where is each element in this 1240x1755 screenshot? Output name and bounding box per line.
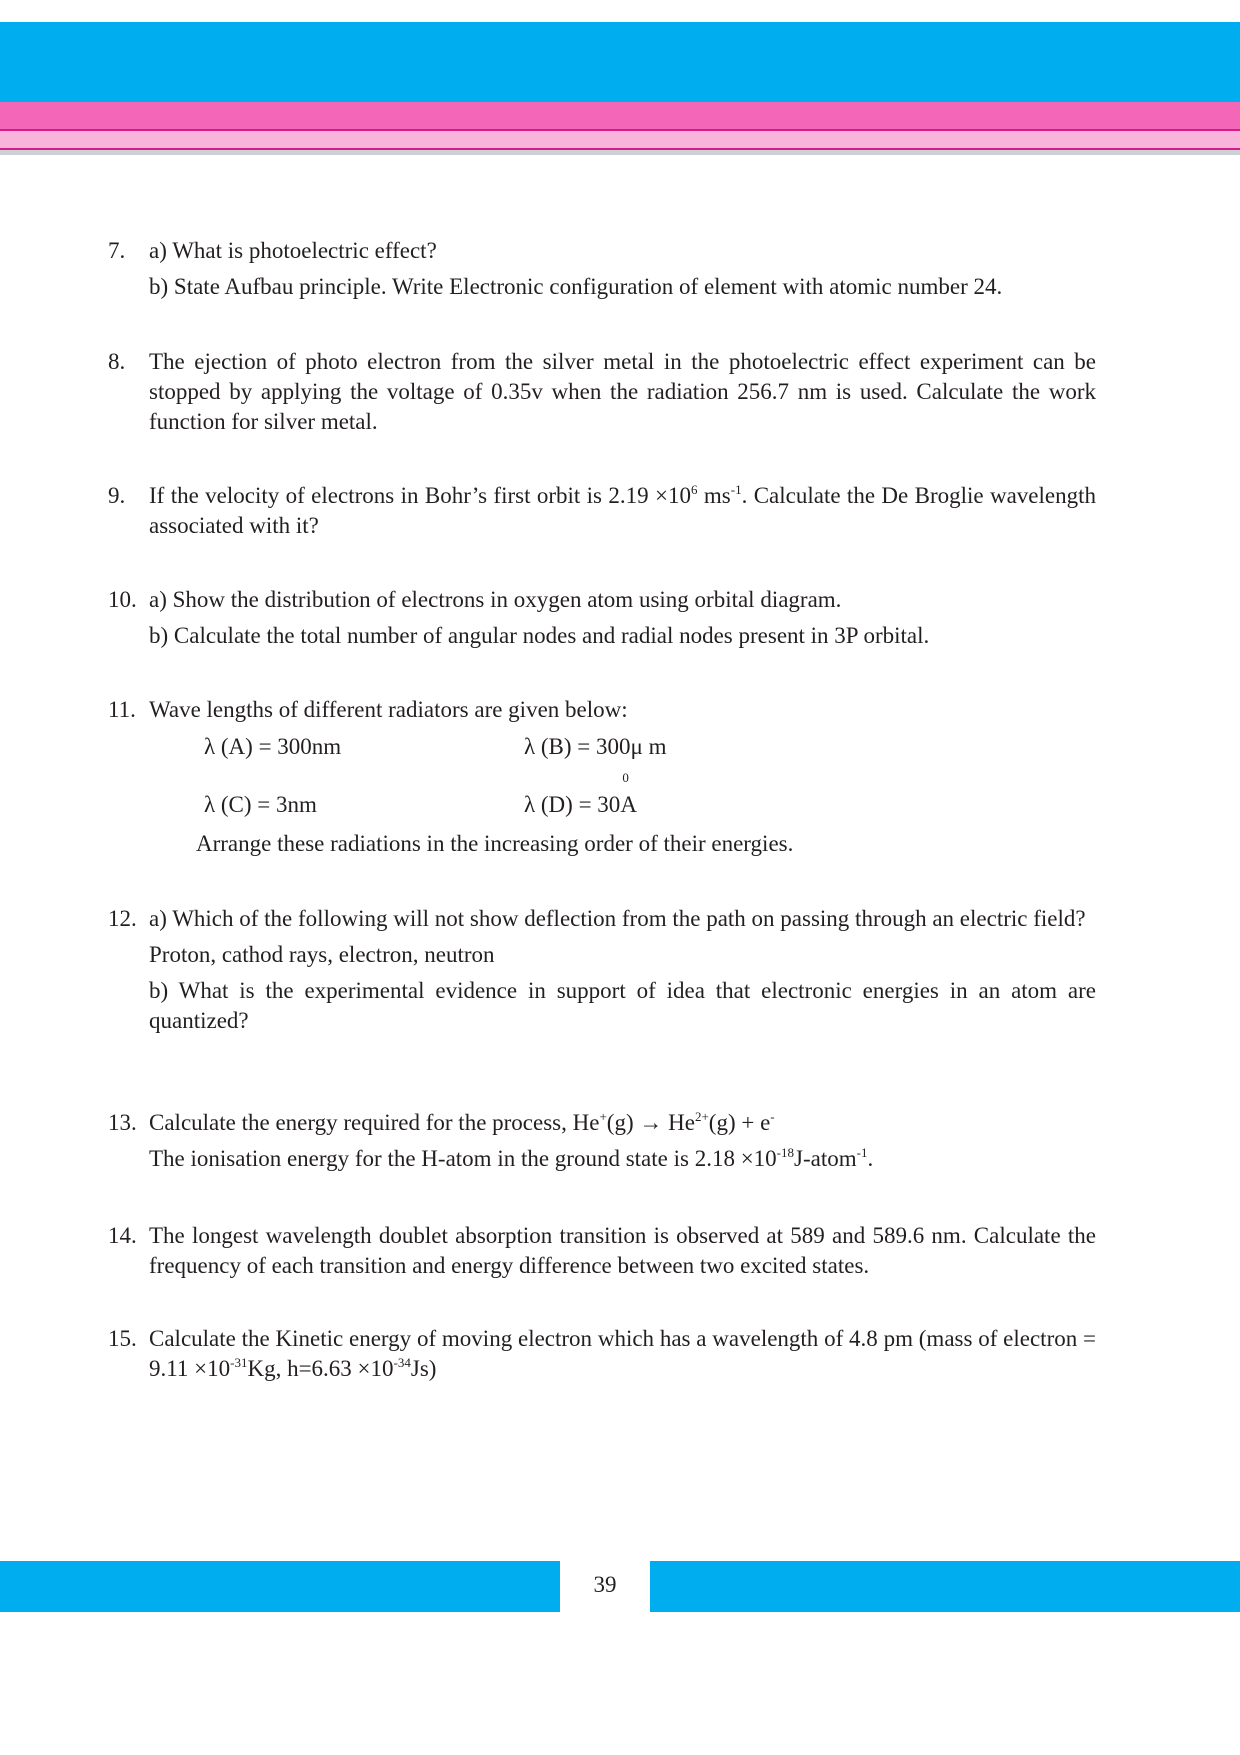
question-conclusion: Arrange these radiations in the increasing order of their energies. xyxy=(196,831,794,856)
question-number: 13. xyxy=(108,1110,137,1135)
superscript: -31 xyxy=(230,1355,248,1370)
question-number: 15. xyxy=(108,1326,137,1351)
question-11 xyxy=(108,695,1096,725)
wavelength-c: λ (C) = 3nm xyxy=(204,792,317,817)
text-segment: Calculate the Kinetic energy of moving electron which has a wavelength of 4.8 pm (mass of electron = 9.11 ×10 xyxy=(149,1326,1096,1381)
text-segment: ms xyxy=(697,483,731,508)
header-grey-rule xyxy=(0,150,1240,155)
footer-blue-band-left xyxy=(0,1561,560,1612)
superscript: 2+ xyxy=(694,1109,709,1124)
question-number: 7. xyxy=(108,238,126,263)
question-13 xyxy=(108,1108,1096,1174)
page-number: 39 xyxy=(593,1572,617,1597)
angstrom-unit: A xyxy=(620,792,637,817)
question-number: 8. xyxy=(108,349,126,374)
question-8 xyxy=(108,347,1096,437)
superscript: + xyxy=(599,1109,607,1124)
question-part-b: b) Calculate the total number of angular nodes and radial nodes present in 3P orbital. xyxy=(149,623,930,648)
question-number: 9. xyxy=(108,483,126,508)
text-segment: J-atom xyxy=(794,1146,857,1171)
question-14 xyxy=(108,1221,1096,1281)
footer-blue-band-right xyxy=(650,1561,1240,1612)
question-15 xyxy=(108,1324,1096,1384)
question-line-2 xyxy=(149,1144,1096,1174)
header-blue-band xyxy=(0,22,1240,102)
superscript: -1 xyxy=(730,482,742,497)
question-7 xyxy=(108,236,1096,302)
question-12 xyxy=(108,904,1096,1036)
wavelength-b: λ (B) = 300μ m xyxy=(524,734,667,759)
question-options: Proton, cathod rays, electron, neutron xyxy=(149,942,495,967)
header-light-pink-band xyxy=(0,131,1240,148)
question-part-b: b) What is the experimental evidence in support of idea that electronic energies in an atom are quantized? xyxy=(149,978,1096,1033)
question-part-a: a) What is photoelectric effect? xyxy=(149,238,437,263)
question-number: 12. xyxy=(108,906,137,931)
text-segment: (g) → He xyxy=(606,1110,695,1135)
question-intro: Wave lengths of different radiators are given below: xyxy=(149,697,628,722)
superscript: -18 xyxy=(776,1145,795,1160)
question-part-b: b) State Aufbau principle. Write Electronic configuration of element with atomic number 24. xyxy=(149,274,1003,299)
question-text xyxy=(149,481,1096,541)
header-pink-band xyxy=(0,102,1240,129)
question-text: The ejection of photo electron from the silver metal in the photoelectric effect experiment can be stopped by applying the voltage of 0.35v when the radiation 256.7 nm is used. Calculate the work function for silver metal. xyxy=(149,349,1096,434)
text-segment: Js) xyxy=(410,1356,437,1381)
wavelength-d xyxy=(524,770,637,818)
superscript: 6 xyxy=(691,482,698,497)
question-part-a: a) Which of the following will not show deflection from the path on passing through an electric field? xyxy=(149,906,1086,931)
text-segment: . xyxy=(867,1146,874,1171)
question-number: 11. xyxy=(108,697,136,722)
question-number: 14. xyxy=(108,1223,137,1248)
question-number: 10. xyxy=(108,587,137,612)
text-segment: λ (D) = 30 xyxy=(524,792,621,817)
text-segment: If the velocity of electrons in Bohr’s first orbit is 2.19 ×10 xyxy=(149,483,691,508)
wavelength-a: λ (A) = 300nm xyxy=(204,734,342,759)
superscript: - xyxy=(770,1109,775,1124)
text-segment: Calculate the energy required for the process, He xyxy=(149,1110,600,1135)
question-10 xyxy=(108,585,1096,651)
text-segment: . Calculate the De Broglie wavelength associated with it? xyxy=(149,483,1096,538)
question-line-1 xyxy=(149,1108,1096,1138)
superscript: -34 xyxy=(393,1355,411,1370)
question-part-a: a) Show the distribution of electrons in oxygen atom using orbital diagram. xyxy=(149,587,842,612)
text-segment: (g) + e xyxy=(708,1110,771,1135)
angstrom-mark: 0 xyxy=(622,770,629,785)
superscript: -1 xyxy=(856,1145,868,1160)
question-text xyxy=(149,1324,1096,1384)
question-text: The longest wavelength doublet absorption transition is observed at 589 and 589.6 nm. Calculate the frequency of each transition and energy difference between two excited states. xyxy=(149,1223,1096,1278)
text-segment: Kg, h=6.63 ×10 xyxy=(247,1356,394,1381)
text-segment: The ionisation energy for the H-atom in the ground state is 2.18 ×10 xyxy=(149,1146,777,1171)
question-9 xyxy=(108,481,1096,541)
